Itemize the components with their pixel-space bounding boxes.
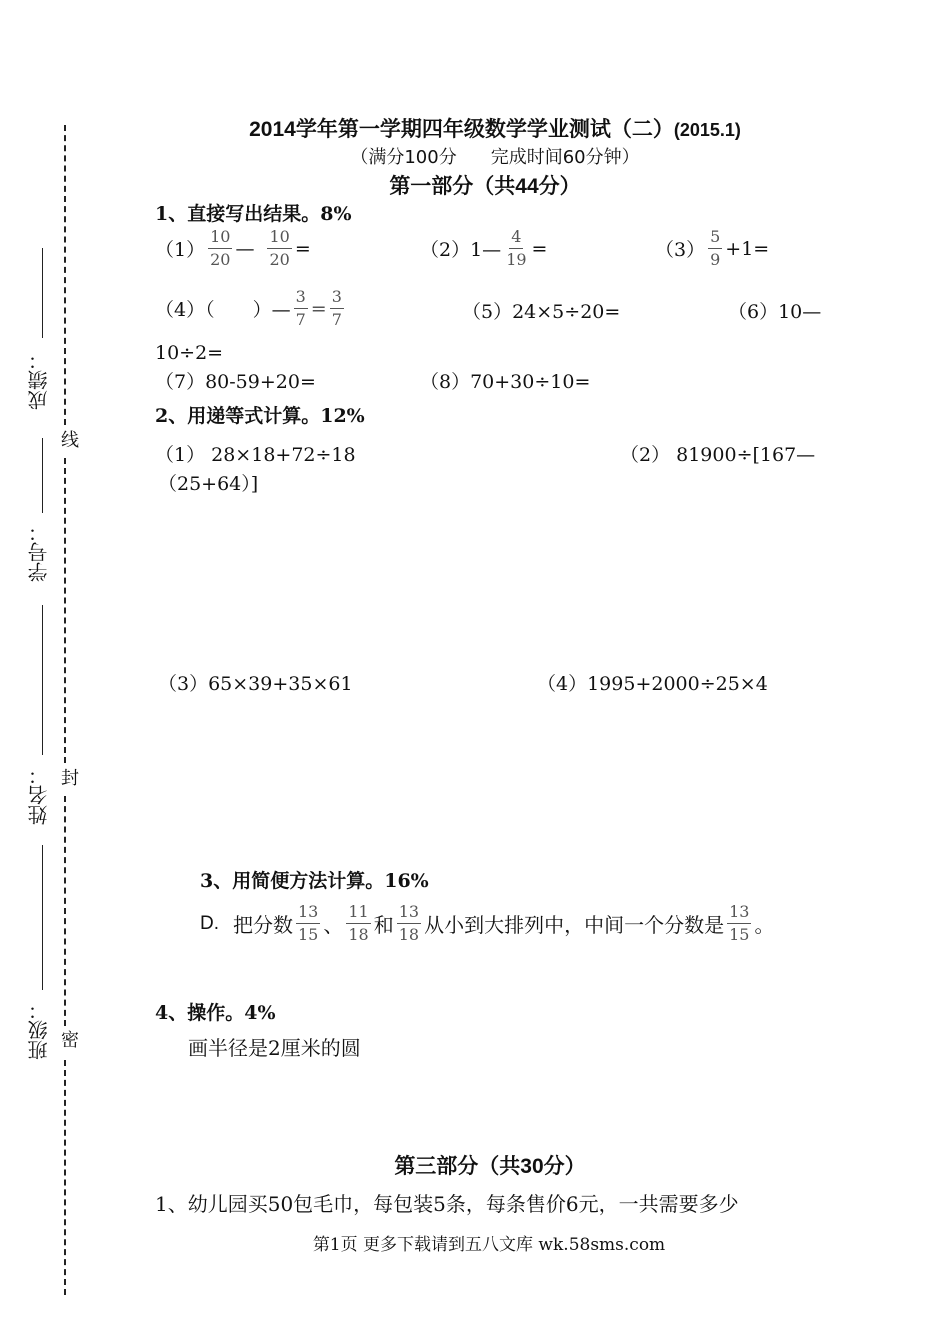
q2-item-2-continued: （25+64）] xyxy=(158,473,259,495)
q1-item-2-label: （2）1— xyxy=(420,239,502,261)
q1-item-2 xyxy=(420,228,547,269)
binding-dashed-line-mid xyxy=(64,458,66,763)
equals-sign: = xyxy=(310,297,327,320)
q4-title: 4、操作。4% xyxy=(155,1002,276,1024)
margin-char-secret: 密 xyxy=(58,1030,79,1048)
q2-item-1: （1） 28×18+72÷18 xyxy=(155,444,356,466)
q1-item-3-label: （3） xyxy=(655,239,706,261)
score-label: 成绩： xyxy=(27,350,51,410)
q3-text-1: 把分数 xyxy=(233,913,293,937)
part3-heading: 第三部分（共30分） xyxy=(394,1155,586,1178)
equals-sign: = xyxy=(531,237,548,260)
fraction: $\frac{13}{15}$ xyxy=(298,902,319,944)
q1-item-3 xyxy=(655,228,769,269)
class-label: 班级： xyxy=(27,1000,51,1060)
q1-item-4-label: （4）（ xyxy=(155,299,215,321)
subtitle xyxy=(0,143,950,169)
fraction: $\frac{11}{18}$ xyxy=(348,902,369,944)
fraction: $\frac{5}{9}$ xyxy=(710,227,721,269)
q1-item-7: （7）80-59+20= xyxy=(155,371,316,393)
page-footer: 第1页 更多下载请到五八文库 wk.58sms.com xyxy=(312,1235,666,1255)
q1-title: 1、直接写出结果。8% xyxy=(155,203,352,225)
q3-text-2: 和 xyxy=(373,913,394,937)
q1-item-1 xyxy=(155,228,311,269)
q1-item-8: （8）70+30÷10= xyxy=(420,371,591,393)
student-id-label: 学号： xyxy=(27,522,51,582)
name-label: 姓名： xyxy=(27,765,51,825)
part1-heading: 第一部分（共44分） xyxy=(389,175,581,198)
q1-item-5: （5）24×5÷20= xyxy=(462,301,621,323)
subtitle-time: 完成时间60分钟） xyxy=(490,147,640,168)
q3-item xyxy=(200,903,774,944)
class-blank[interactable] xyxy=(42,845,43,990)
q1-item-4-gap: ）— xyxy=(252,299,291,321)
q2-title: 2、用递等式计算。12% xyxy=(155,405,365,427)
q3-text-4: 。 xyxy=(754,913,775,937)
q1-item-3-tail: +1= xyxy=(725,237,770,260)
q2-item-2: （2） 81900÷[167— xyxy=(620,444,816,466)
q4-text: 画半径是2厘米的圆 xyxy=(188,1036,361,1060)
q2-item-3: （3）65×39+35×61 xyxy=(158,673,353,695)
equals-sign: = xyxy=(294,237,311,260)
q2-item-4: （4）1995+2000÷25×4 xyxy=(537,673,768,695)
fraction: $\frac{10}{20}$ xyxy=(210,227,231,269)
margin-char-seal: 封 xyxy=(58,768,79,786)
fraction: $\frac{3}{7}$ xyxy=(331,287,342,329)
page-title xyxy=(0,113,950,143)
subtitle-score: （满分100分 xyxy=(350,147,457,168)
binding-dashed-line-lower xyxy=(64,796,66,1026)
title-date: (2015.1) xyxy=(673,120,741,140)
name-blank[interactable] xyxy=(42,605,43,755)
q1-item-4 xyxy=(155,288,347,329)
q1-item-6: （6）10— xyxy=(728,301,822,323)
q3-title: 3、用简便方法计算。16% xyxy=(200,870,429,892)
fraction: $\frac{4}{19}$ xyxy=(506,227,527,269)
fraction: $\frac{13}{18}$ xyxy=(398,902,420,944)
score-blank[interactable] xyxy=(42,248,43,338)
title-main: 2014学年第一学期四年级数学学业测试（二） xyxy=(249,118,674,141)
q3-separator: 、 xyxy=(323,913,344,937)
q1-item-6-continued: 10÷2= xyxy=(155,342,224,364)
margin-char-line: 线 xyxy=(58,430,79,448)
q3-text-3: 从小到大排列中，中间一个分数是 xyxy=(424,913,725,937)
q3-prefix: D. xyxy=(200,912,219,934)
q1-item-1-label: （1） xyxy=(155,239,206,261)
part3-q1: 1、幼儿园买50包毛巾，每包装5条，每条售价6元，一共需要多少 xyxy=(155,1192,739,1216)
minus-sign: — xyxy=(235,237,255,260)
fraction: $\frac{3}{7}$ xyxy=(295,287,306,329)
student-id-blank[interactable] xyxy=(42,438,43,513)
fraction: $\frac{13}{15}$ xyxy=(729,902,750,944)
fraction: $\frac{10}{20}$ xyxy=(269,227,290,269)
